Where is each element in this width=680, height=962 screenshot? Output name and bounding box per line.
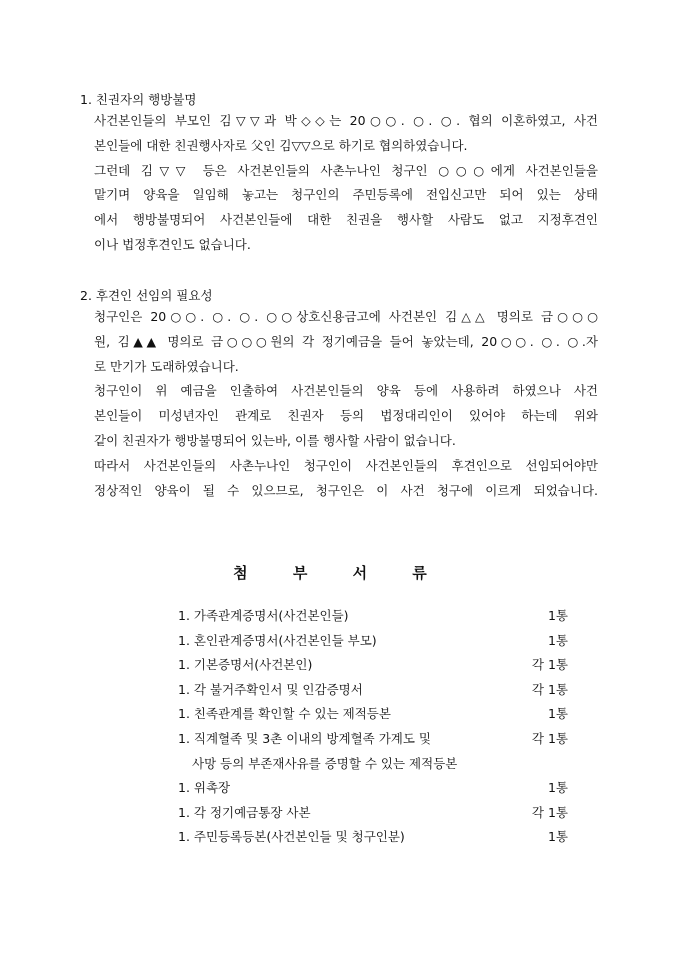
section-1-line: 맡기며 양육을 일임해 놓고는 청구인의 주민등록에 전입신고만 되어 있는 상태 — [94, 187, 598, 203]
attachment-qty: 1통 — [547, 706, 568, 722]
attachment-row — [178, 702, 578, 727]
attachment-row — [178, 604, 578, 629]
attachments-list — [178, 604, 578, 850]
section-2-line: 청구인은 20○○. ○. ○. ○○상호신용금고에 사건본인 김△△ 명의로 금○○○ — [94, 309, 598, 324]
attachment-item-continued: 사망 등의 부존재사유를 증명할 수 있는 제적등본 — [192, 755, 458, 771]
attachment-row — [178, 801, 578, 826]
section-2-line: 로 만기가 도래하였습니다. — [94, 358, 239, 374]
attachment-qty: 각 1통 — [531, 681, 568, 697]
section-2-line: 정상적인 양육이 될 수 있으므로, 청구인은 이 사건 청구에 이르게 되었습니다. — [94, 482, 598, 498]
attachment-item: 1. 직계혈족 및 3촌 이내의 방계혈족 가계도 및 — [178, 730, 431, 746]
attachment-item: 1. 각 정기예금통장 사본 — [178, 804, 311, 820]
attachment-qty: 각 1통 — [531, 804, 568, 820]
attachment-item: 1. 친족관계를 확인할 수 있는 제적등본 — [178, 706, 391, 722]
section-2-body — [94, 305, 598, 503]
attachment-row — [178, 727, 578, 752]
attachment-qty: 1통 — [547, 608, 568, 623]
attachment-row — [178, 678, 578, 703]
attachment-item: 1. 혼인관계증명서(사건본인들 부모) — [178, 632, 377, 648]
attachment-item: 1. 가족관계증명서(사건본인들) — [178, 608, 349, 623]
attachment-row — [178, 825, 578, 850]
section-2-line: 같이 친권자가 행방불명되어 있는바, 이를 행사할 사람이 없습니다. — [94, 432, 456, 448]
section-1-body — [94, 109, 598, 258]
section-1-line: 본인들에 대한 친권행사자로 父인 김▽▽으로 하기로 협의하였습니다. — [94, 137, 468, 153]
section-2-line: 청구인이 위 예금을 인출하여 사건본인들의 양육 등에 사용하려 하였으나 사건 — [94, 383, 598, 399]
section-2-line: 따라서 사건본인들의 사촌누나인 청구인이 사건본인들의 후견인으로 선임되어야만 — [94, 457, 598, 473]
section-1-line: 에서 행방불명되어 사건본인들에 대한 친권을 행사할 사람도 없고 지정후견인 — [94, 212, 598, 228]
attachment-item: 1. 위촉장 — [178, 780, 231, 796]
attachment-item: 1. 기본증명서(사건본인) — [178, 657, 313, 673]
attachments-title: 첨 부 서 류 — [233, 564, 447, 582]
attachment-row — [178, 776, 578, 801]
attachment-item: 1. 주민등록등본(사건본인들 및 청구인분) — [178, 829, 405, 845]
attachment-qty: 각 1통 — [531, 657, 568, 673]
attachment-qty: 각 1통 — [531, 730, 568, 746]
attachment-item: 1. 각 불거주확인서 및 인감증명서 — [178, 681, 363, 697]
attachment-qty: 1통 — [547, 780, 568, 796]
section-1-heading: 1. 친권자의 행방불명 — [80, 92, 197, 107]
attachment-qty: 1통 — [547, 829, 568, 845]
section-1-line: 이나 법정후견인도 없습니다. — [94, 236, 251, 252]
attachment-row — [178, 629, 578, 654]
section-2-heading: 2. 후견인 선임의 필요성 — [80, 288, 213, 303]
attachment-qty: 1통 — [547, 632, 568, 648]
attachment-row — [178, 653, 578, 678]
section-1-line: 그런데 김▽▽ 등은 사건본인들의 사촌누나인 청구인 ○○○에게 사건본인들을 — [94, 162, 598, 178]
section-1-line: 사건본인들의 부모인 김▽▽과 박◇◇는 20○○. ○. ○. 협의 이혼하였고, 사건 — [94, 113, 598, 128]
section-2-line: 원, 김▲▲ 명의로 금○○○원의 각 정기예금을 들어 놓았는데, 20○○. ○. ○.자 — [94, 333, 598, 349]
section-2-line: 본인들이 미성년자인 관계로 친권자 등의 법정대리인이 있어야 하는데 위와 — [94, 408, 598, 424]
attachment-row — [178, 752, 578, 777]
